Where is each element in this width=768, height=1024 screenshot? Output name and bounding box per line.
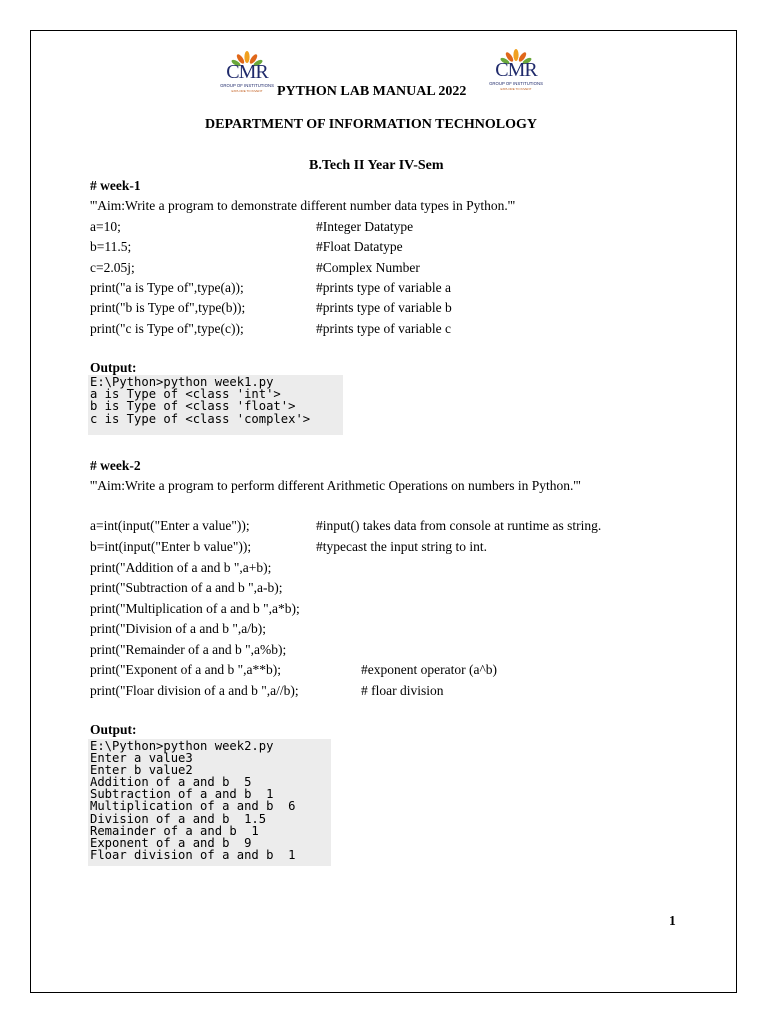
code-line: print("c is Type of",type(c)); — [90, 321, 244, 336]
code-comment: # floar division — [361, 683, 444, 698]
code-comment: #Integer Datatype — [316, 219, 414, 234]
code-line: c=2.05j; — [90, 260, 135, 275]
console-line: E:\Python>python week2.py — [90, 739, 274, 753]
week2-heading: # week-2 — [90, 458, 141, 473]
code-line: print("Addition of a and b ",a+b); — [90, 560, 272, 575]
console-line: Enter a value3 — [90, 751, 193, 766]
code-line: print("Subtraction of a and b ",a-b); — [90, 580, 283, 595]
console-line: c is Type of <class 'complex'> — [90, 411, 311, 426]
console-line: Multiplication of a and b 6 — [90, 799, 296, 814]
week1-aim: '''Aim:Write a program to demonstrate different number data types in Python.''' — [90, 198, 516, 213]
console-line: Exponent of a and b 9 — [90, 835, 252, 850]
logo-subtitle: GROUP OF INSTITUTIONS — [220, 83, 274, 88]
code-comment: #exponent operator (a^b) — [361, 662, 498, 677]
week1-heading: # week-1 — [90, 178, 141, 193]
code-line: print("Division of a and b ",a/b); — [90, 621, 266, 636]
code-comment: #typecast the input string to int. — [316, 539, 487, 554]
code-line: b=int(input("Enter b value")); — [90, 539, 252, 554]
logo-brand: CMR — [495, 59, 537, 81]
cmr-logo-right — [487, 48, 545, 94]
code-line: print("Floar division of a and b ",a//b); — [90, 683, 299, 698]
console-line: E:\Python>python week1.py — [90, 375, 274, 389]
console-line: a is Type of <class 'int'> — [90, 387, 281, 402]
department-heading: DEPARTMENT OF INFORMATION TECHNOLOGY — [205, 117, 538, 132]
code-line: print("Remainder of a and b ",a%b); — [90, 642, 287, 657]
logo-brand: CMR — [226, 61, 268, 83]
console-line: Floar division of a and b 1 — [90, 847, 296, 862]
console-line: Subtraction of a and b 1 — [90, 787, 274, 802]
console-line: Division of a and b 1.5 — [90, 811, 267, 826]
week2-console-output — [88, 739, 331, 866]
console-line: Remainder of a and b 1 — [90, 823, 259, 838]
code-comment: #Complex Number — [316, 260, 420, 275]
week2-aim: '''Aim:Write a program to perform different Arithmetic Operations on numbers in Python.''' — [90, 478, 581, 493]
console-line: Addition of a and b 5 — [90, 775, 252, 790]
cmr-logo-left — [218, 50, 276, 96]
code-line: a=int(input("Enter a value")); — [90, 518, 250, 533]
code-line: a=10; — [90, 219, 121, 234]
code-comment: #Float Datatype — [316, 239, 403, 254]
code-comment: #prints type of variable b — [316, 300, 452, 315]
week1-output-label: Output: — [90, 360, 137, 375]
week2-output-label: Output: — [90, 722, 137, 737]
manual-title: PYTHON LAB MANUAL 2022 — [277, 84, 467, 99]
code-comment: #prints type of variable a — [316, 280, 451, 295]
logo-tagline: EXPLORE TO INVENT — [500, 87, 532, 91]
code-line: b=11.5; — [90, 239, 132, 254]
page-number: 1 — [669, 913, 676, 928]
logo-subtitle: GROUP OF INSTITUTIONS — [489, 81, 543, 86]
year-semester: B.Tech II Year IV-Sem — [309, 158, 444, 173]
logo-tagline: EXPLORE TO INVENT — [231, 89, 263, 93]
console-line: Enter b value2 — [90, 763, 193, 778]
code-comment: #input() takes data from console at runtime as string. — [316, 518, 602, 533]
code-line: print("Multiplication of a and b ",a*b); — [90, 601, 300, 616]
code-line: print("a is Type of",type(a)); — [90, 280, 244, 295]
code-comment: #prints type of variable c — [316, 321, 451, 336]
code-line: print("b is Type of",type(b)); — [90, 300, 246, 315]
console-line: b is Type of <class 'float'> — [90, 399, 296, 414]
week1-console-output — [88, 375, 343, 435]
code-line: print("Exponent of a and b ",a**b); — [90, 662, 281, 677]
